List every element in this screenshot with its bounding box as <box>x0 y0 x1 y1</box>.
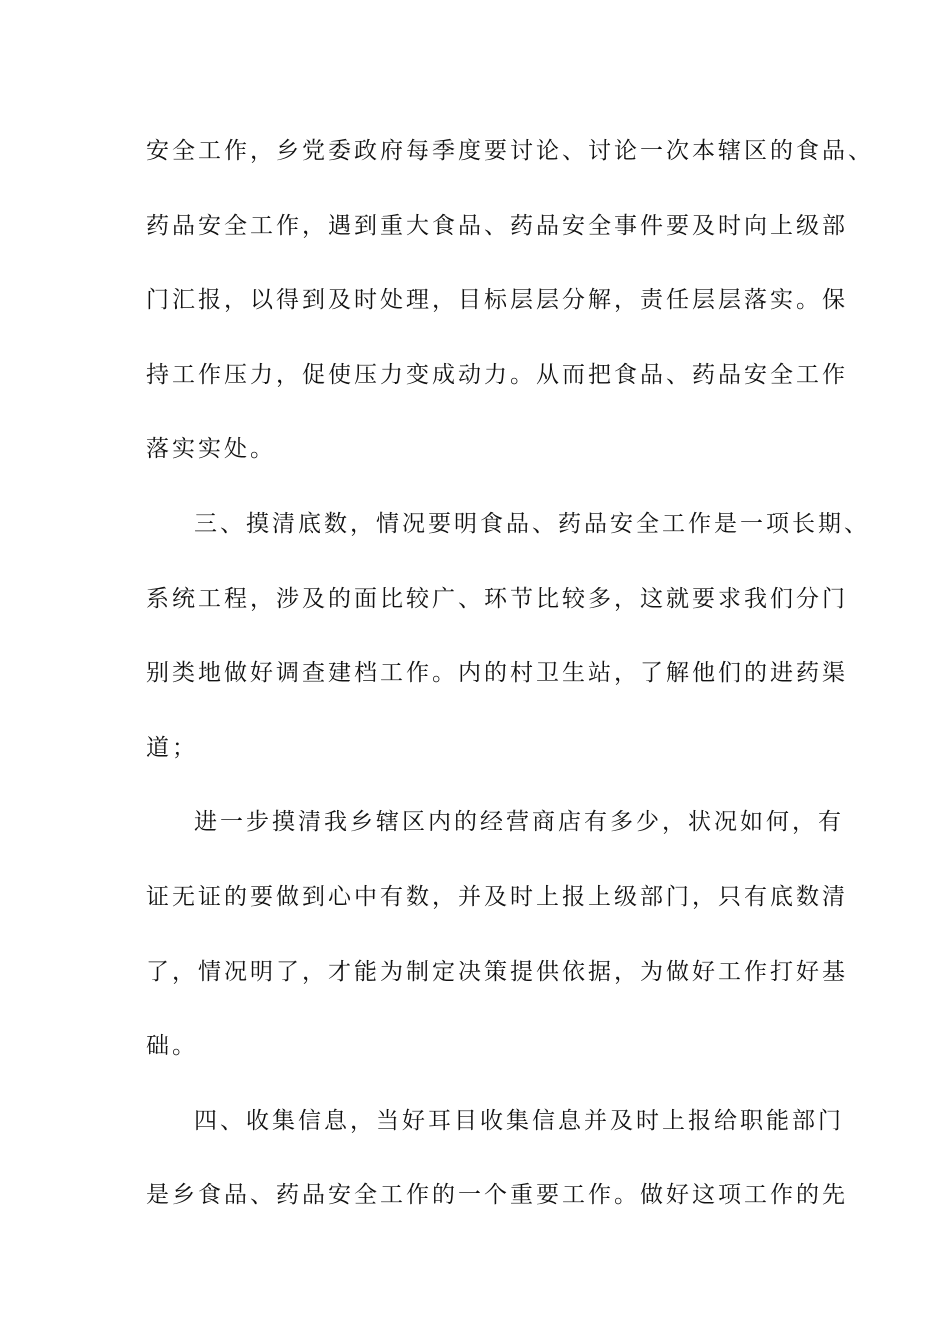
text-line: 证无证的要做到心中有数，并及时上报上级部门，只有底数清 <box>146 883 848 910</box>
text-line: 门汇报，以得到及时处理，目标层层分解，责任层层落实。保 <box>146 287 848 314</box>
text-line: 持工作压力，促使压力变成动力。从而把食品、药品安全工作 <box>146 361 848 388</box>
text-line: 别类地做好调查建档工作。内的村卫生站，了解他们的进药渠 <box>146 660 848 687</box>
paragraph-start-line: 三、摸清底数，情况要明食品、药品安全工作是一项长期、 <box>194 510 870 537</box>
text-line: 道； <box>146 734 198 761</box>
text-line: 了，情况明了，才能为制定决策提供依据，为做好工作打好基 <box>146 958 848 985</box>
text-line: 础。 <box>146 1033 198 1060</box>
text-line: 药品安全工作，遇到重大食品、药品安全事件要及时向上级部 <box>146 212 848 239</box>
paragraph-start-line: 进一步摸清我乡辖区内的经营商店有多少，状况如何，有 <box>194 809 844 836</box>
document-body <box>146 127 874 1246</box>
text-line: 安全工作，乡党委政府每季度要讨论、讨论一次本辖区的食品、 <box>146 138 874 164</box>
text-line: 系统工程，涉及的面比较广、环节比较多，这就要求我们分门 <box>146 585 848 612</box>
text-line: 是乡食品、药品安全工作的一个重要工作。做好这项工作的先 <box>146 1182 848 1209</box>
paragraph-start-line: 四、收集信息，当好耳目收集信息并及时上报给职能部门 <box>194 1107 844 1134</box>
text-line: 落实实处。 <box>146 436 276 463</box>
